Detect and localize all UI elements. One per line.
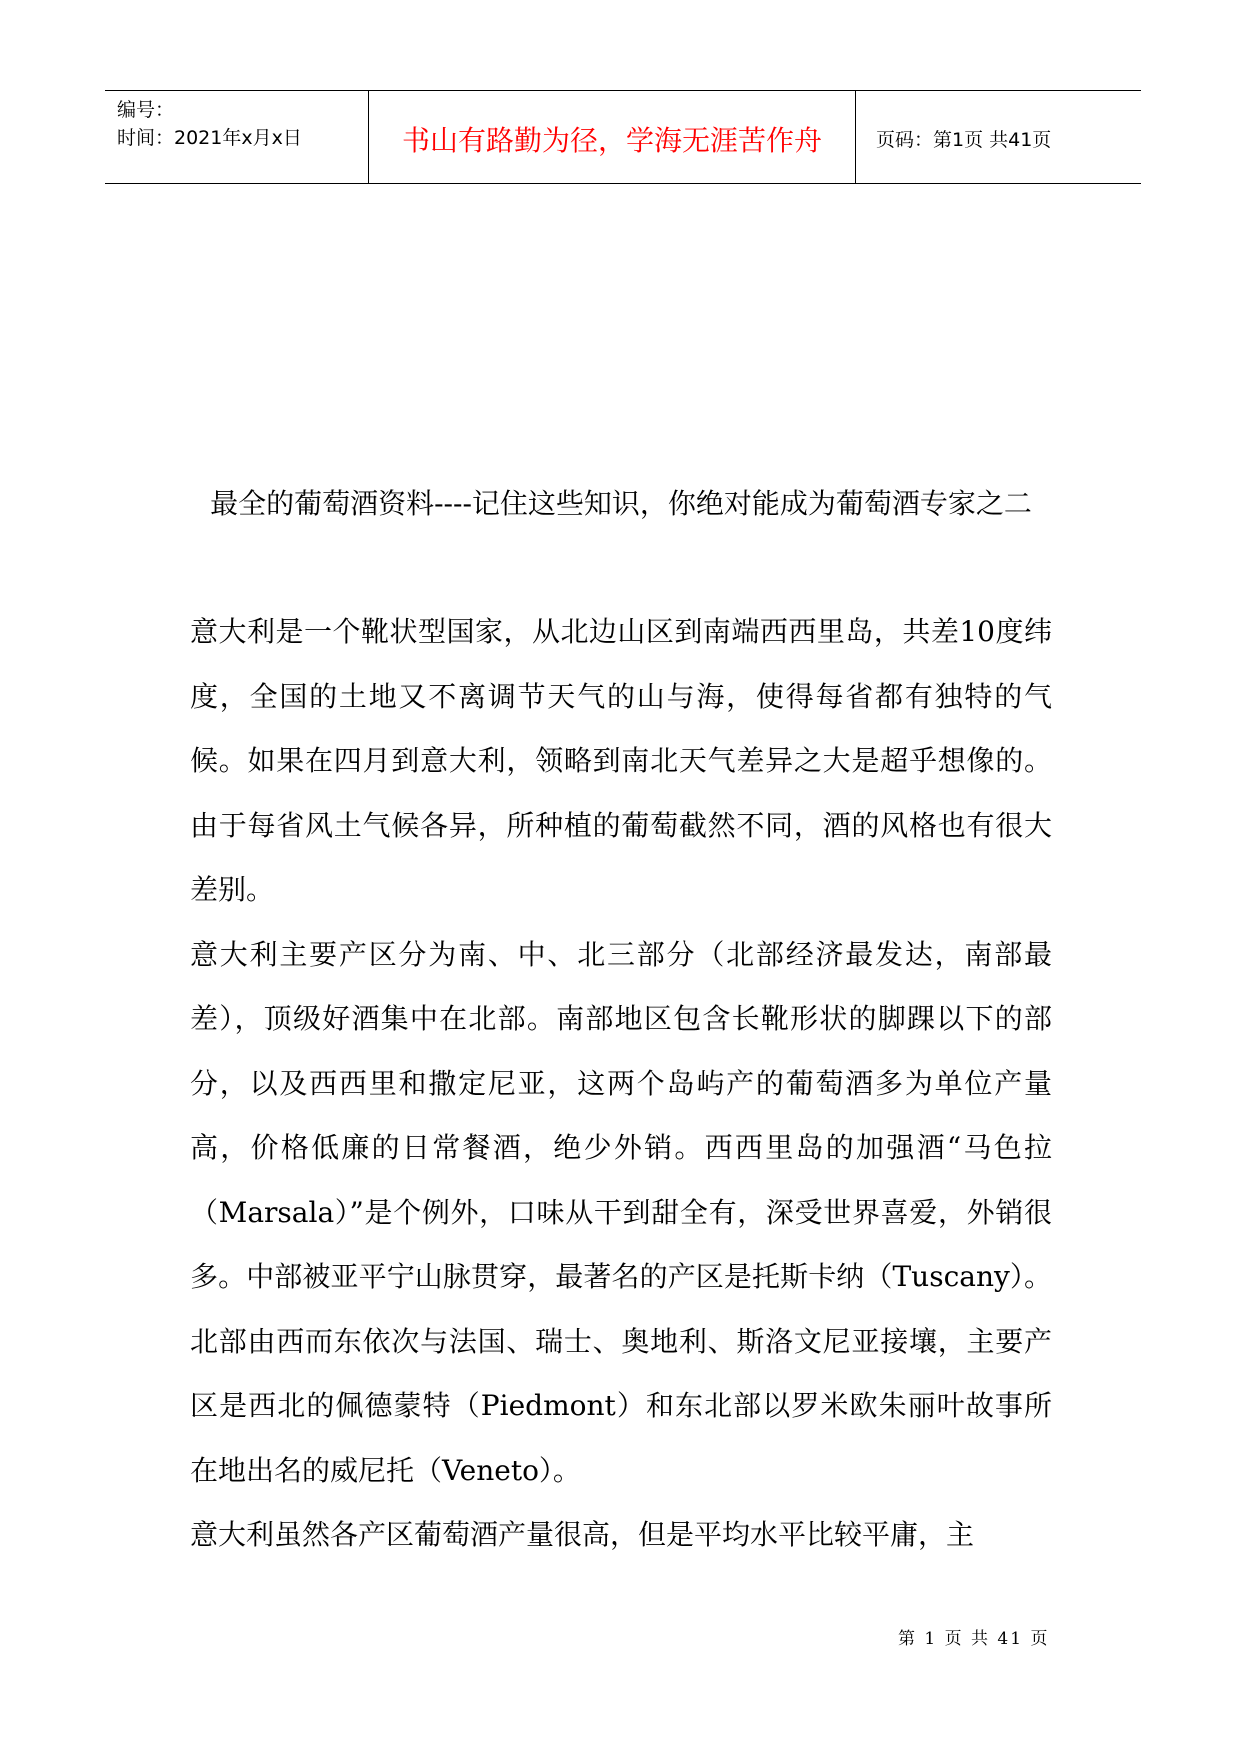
document-title: 最全的葡萄酒资料----记住这些知识，你绝对能成为葡萄酒专家之二 (210, 487, 1032, 520)
header-motto-cell (369, 91, 856, 183)
page-code: 页码：第1页 共41页 (876, 129, 1052, 151)
footer-page-number: 第 1 页 共 41 页 (898, 1629, 1050, 1649)
paragraph: 意大利主要产区分为南、中、北三部分（北部经济最发达，南部最差），顶级好酒集中在北部。南部地区包含长靴形状的脚踝以下的部分，以及西西里和撒定尼亚，这两个岛屿产的葡萄酒多为单位产量高，价格低廉的日常餐酒，绝少外销。西西里岛的加强酒“马色拉（Marsala）”是个例外，口味从干到甜全有，深受世界喜爱，外销很多。中部被亚平宁山脉贯穿，最著名的产区是托斯卡纳（Tuscany）。北部由西而东依次与法国、瑞士、奥地利、斯洛文尼亚接壤，主要产区是西北的佩德蒙特（Piedmont）和东北部以罗米欧朱丽叶故事所在地出名的威尼托（Veneto）。 (190, 937, 1052, 1487)
paragraph: 意大利虽然各产区葡萄酒产量很高，但是平均水平比较平庸，主 (190, 1518, 975, 1551)
document-body (190, 600, 1052, 1568)
number-label: 编号： (117, 99, 175, 121)
header-meta-cell (105, 91, 369, 183)
motto: 书山有路勤为径，学海无涯苦作舟 (401, 124, 822, 157)
header-page-cell (856, 91, 1141, 183)
document-header (105, 90, 1141, 184)
date-label: 时间：2021年x月x日 (117, 127, 302, 149)
paragraph: 意大利是一个靴状型国家，从北边山区到南端西西里岛，共差10度纬度，全国的土地又不离调节天气的山与海，使得每省都有独特的气候。如果在四月到意大利，领略到南北天气差异之大是超乎想像的。由于每省风土气候各异，所种植的葡萄截然不同，酒的风格也有很大差别。 (190, 615, 1052, 906)
